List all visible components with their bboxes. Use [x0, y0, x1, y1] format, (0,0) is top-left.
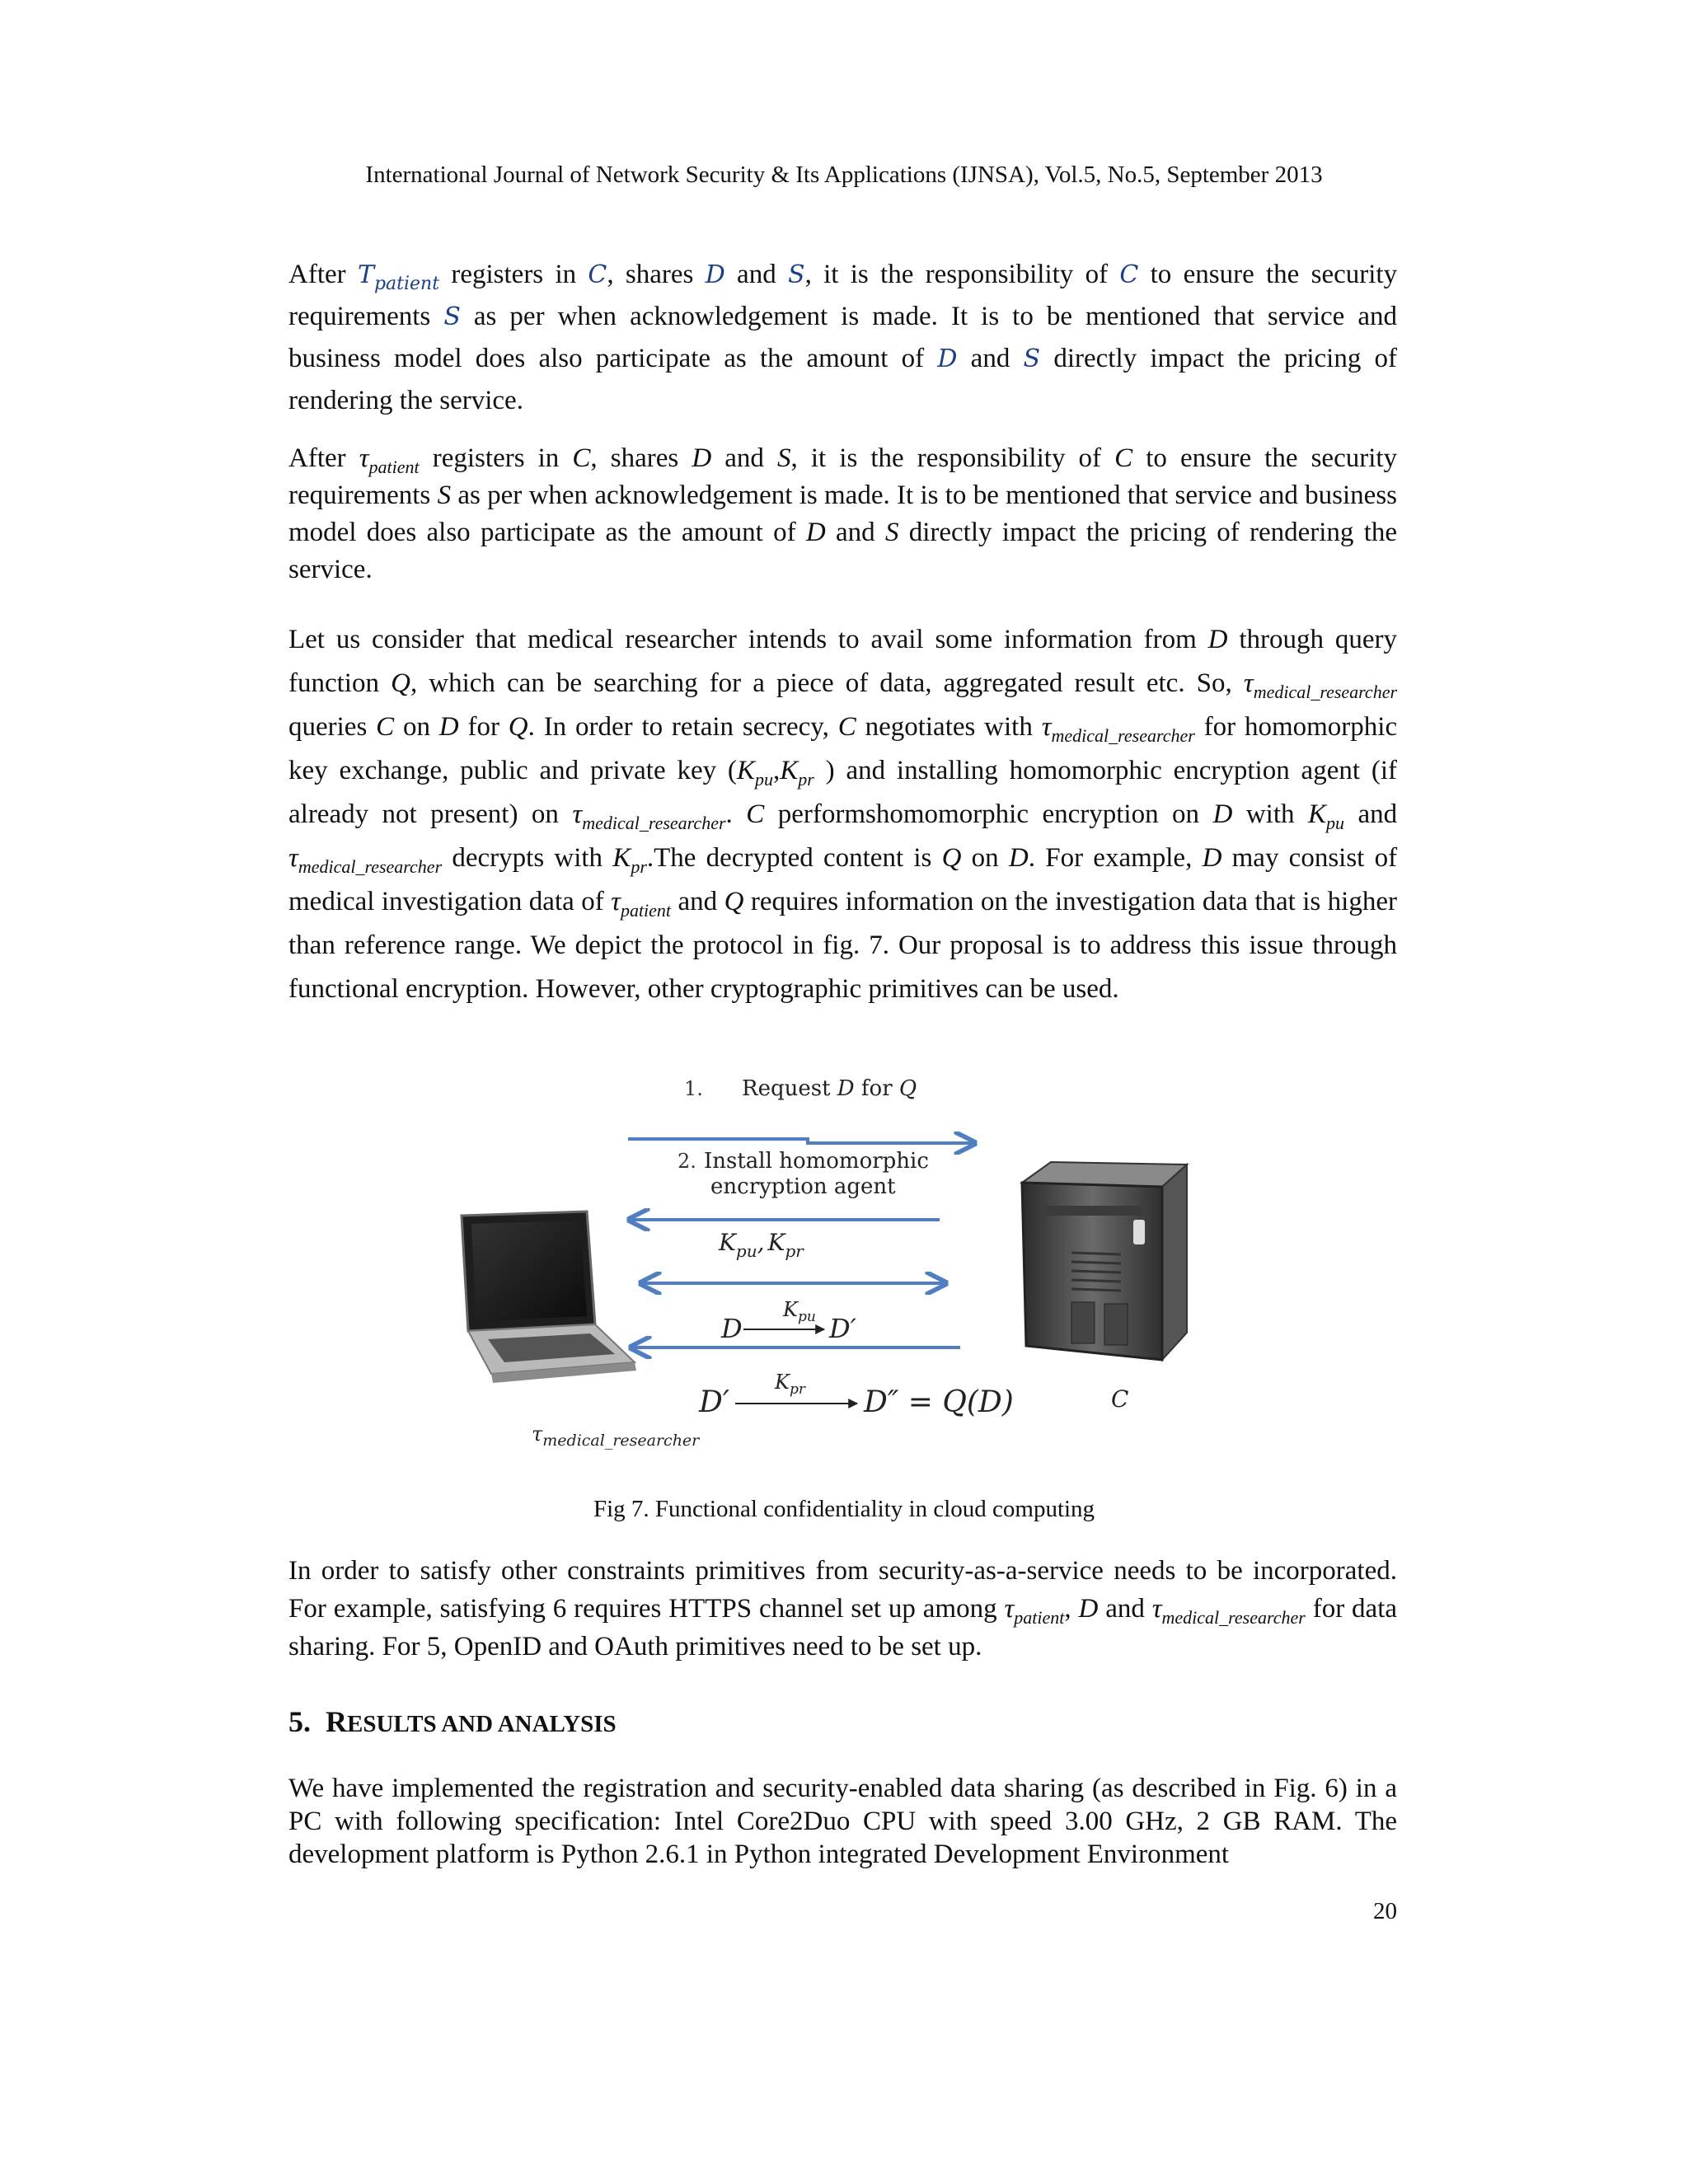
text: registers in	[451, 260, 577, 289]
cloud-label: C	[1111, 1385, 1129, 1413]
symbol-d: D	[705, 260, 725, 289]
text: and	[970, 344, 1010, 373]
symbol-s: S	[443, 302, 461, 331]
enc-dprime: D′	[829, 1313, 856, 1344]
text: , it is the responsibility of	[804, 260, 1109, 289]
page-number: 20	[1373, 1898, 1397, 1924]
arrow-request	[628, 1139, 973, 1143]
symbol-s: S	[788, 260, 805, 289]
text: After	[288, 260, 346, 289]
symbol-c: C	[1119, 260, 1139, 289]
enc-d: D	[721, 1313, 743, 1344]
text: directly impact the pricing of rendering the service.	[288, 344, 1398, 415]
running-header: International Journal of Network Security & Its Applications (IJNSA), Vol.5, No.5, September 2013	[365, 162, 1323, 188]
dec-result: D″ = Q(D)	[864, 1385, 1014, 1419]
text: , shares	[607, 260, 694, 289]
server-icon	[1022, 1162, 1187, 1360]
section-heading: 5. RESULTS AND ANALYSIS	[288, 1705, 617, 1738]
dec-dprime: D′	[699, 1385, 730, 1419]
researcher-label: $\tau_{medical\_researcher}$	[532, 1422, 700, 1450]
paragraph-4: In order to satisfy other constraints primitives from security-as-a-service needs to be incorporated. For example, satisfying 6 requires HTTPS channel set up among $\tau_{patient}$, D and $\tau_{medical\_researcher}$ for data sharing. For 5, OpenID and OAuth primitives need to be set up.	[288, 1556, 1398, 1661]
step2-number: 2.	[678, 1150, 696, 1173]
symbol-c: C	[588, 260, 607, 289]
symbol-s: S	[1023, 344, 1041, 373]
dec-k-label: $K_{pr}$	[775, 1371, 805, 1398]
keys-label: $K_{pu}$, $K_{pr}$	[719, 1229, 804, 1261]
text: and	[737, 260, 776, 289]
step1-number: 1.	[684, 1077, 703, 1100]
symbol-t-patient: $T_{patient}$	[357, 260, 440, 294]
text: as per when acknowledgement is made. It is to be mentioned that service and business model does also participate as the amount of	[288, 302, 1397, 373]
paragraph-1	[288, 254, 1397, 421]
paragraph-5: We have implemented the registration and security-enabled data sharing (as described in Fig. 6) in a PC with following specification: Intel Core2Duo CPU with speed 3.00 GHz, 2 GB RAM. The development platform is Python 2.6.1 in Python integrated Development Environment	[288, 1774, 1397, 1869]
step2-line1: Install homomorphic	[704, 1149, 929, 1174]
paragraph-3: Let us consider that medical researcher intends to avail some information from D through query function Q, which can be searching for a piece of data, aggregated result etc. So, $\tau_{medical\_researcher}$ queries C on D for Q. In order to retain secrecy, C negotiates with $\tau_{medical\_researcher}$ for homomorphic key exchange, public and private key ($K_{pu},K_{pr}$ ) and installing homomorphic encryption agent (if already not present) on $\tau_{medical\_researcher}$. C performshomomorphic encryption on D with $K_{pu}$ and $\tau_{medical\_researcher}$ decrypts with $K_{pr}.The$ decrypted content is Q on D. For example, D may consist of medical investigation data of $\tau_{patient}$ and Q requires information on the investigation data that is higher than reference range. We depict the protocol in fig. 7. Our proposal is to address this issue through functional encryption. However, other cryptographic primitives can be used.	[288, 625, 1398, 1004]
figure-7-protocol	[445, 1059, 1269, 1463]
laptop-icon	[462, 1212, 636, 1383]
figure-caption: Fig 7. Functional confidentiality in cloud computing	[593, 1496, 1095, 1522]
paragraph-2: After $\tau_{patient}$ registers in C, shares D and S, it is the responsibility of C to ensure the security requirements S as per when acknowledgement is made. It is to be mentioned that service and business model does also participate as the amount of D and S directly impact the pricing of rendering the service.	[288, 443, 1398, 584]
enc-k-label: $K_{pu}$	[783, 1298, 816, 1325]
step1-label: Request D for Q	[742, 1076, 917, 1101]
step2-line2: encryption agent	[710, 1174, 896, 1199]
text: to ensure the security requirements	[288, 260, 1398, 331]
symbol-d: D	[937, 344, 958, 373]
